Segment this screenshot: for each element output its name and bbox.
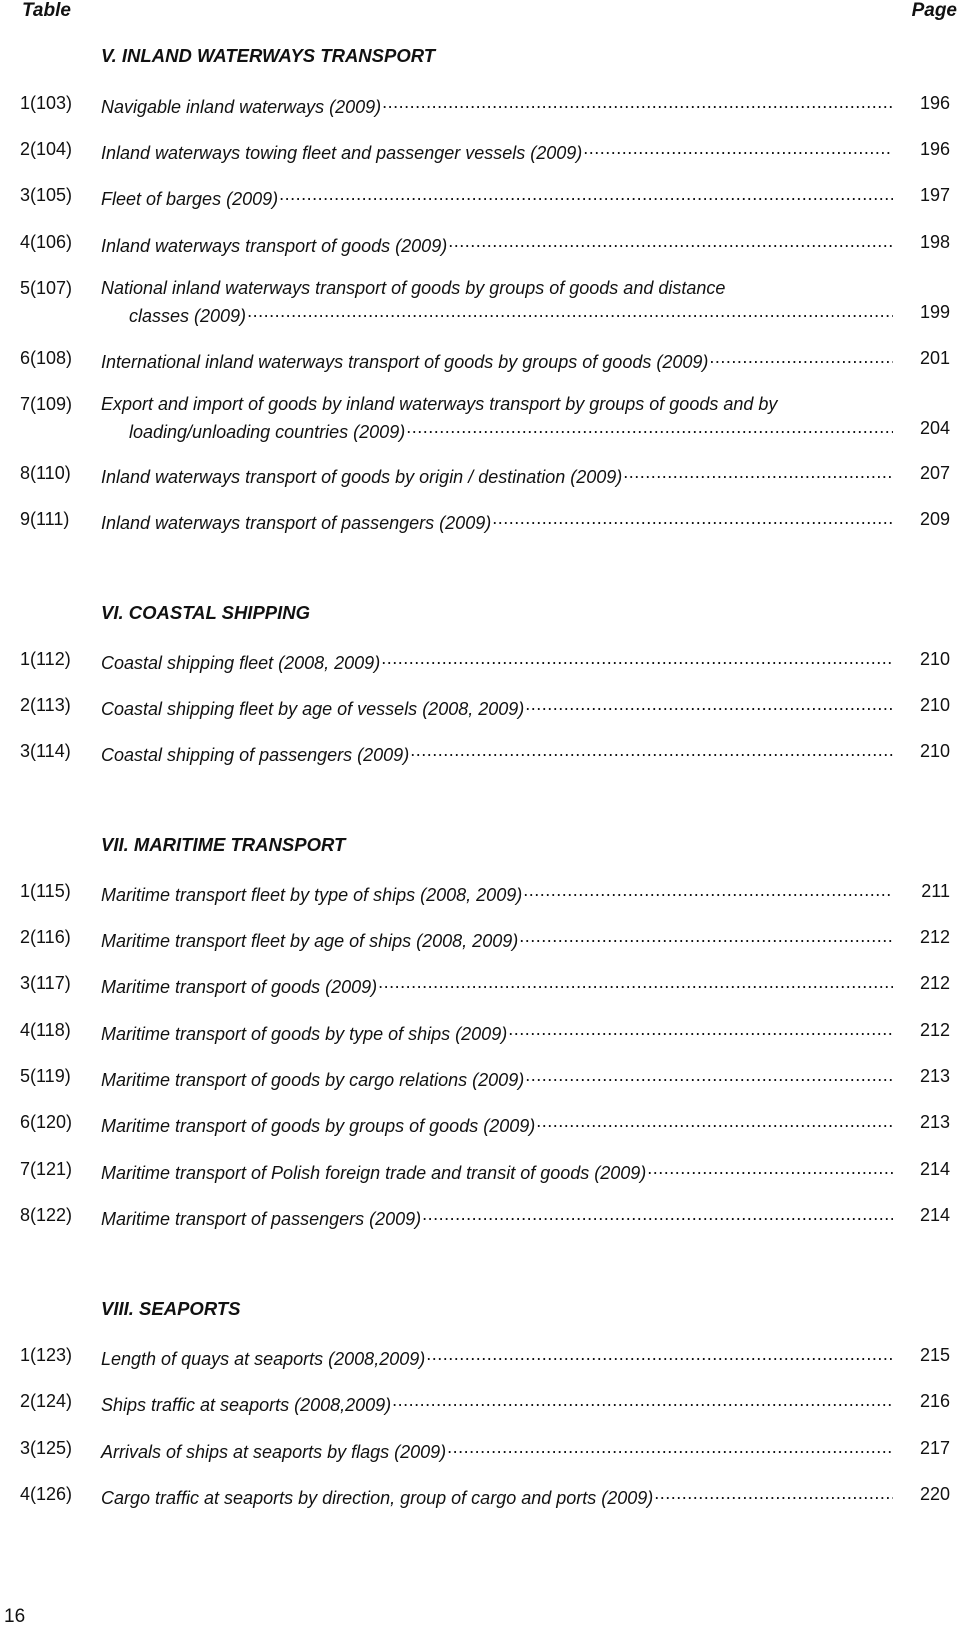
entry-page: 216: [919, 1391, 950, 1411]
section-title: [101, 602, 310, 624]
dot-leader: [654, 1484, 893, 1504]
entry-title: Maritime transport fleet by age of ships (2008, 2009): [101, 930, 519, 951]
entry-page: 207: [919, 463, 950, 483]
entry-page: 210: [919, 649, 950, 669]
entry-number: 3(117): [20, 973, 71, 993]
entry-number: 4(118): [20, 1020, 71, 1040]
section-roman: V.: [101, 45, 117, 66]
entry-title: Fleet of barges (2009): [101, 188, 279, 209]
entry-page: 213: [919, 1112, 950, 1132]
entry-number: 1(115): [20, 881, 71, 901]
dot-leader: [623, 463, 893, 483]
entry-title: Maritime transport of goods by type of ships (2009): [101, 1023, 508, 1044]
entry-number: 5(119): [20, 1066, 71, 1086]
section-roman: VIII.: [101, 1298, 134, 1319]
entry-page: 210: [919, 741, 950, 761]
entry-number: 8(110): [20, 463, 71, 483]
entry-title-line-1: National inland waterways transport of goods by groups of goods and distance: [101, 278, 726, 298]
section-roman: VII.: [101, 834, 129, 855]
entry-page: 214: [919, 1159, 950, 1179]
dot-leader: [519, 927, 893, 947]
entry-title: Coastal shipping of passengers (2009): [101, 744, 410, 765]
dot-leader: [647, 1159, 893, 1179]
entry-number: 2(104): [20, 139, 73, 159]
entry-number: 3(105): [20, 185, 73, 205]
entry-number: 2(116): [20, 927, 71, 947]
entry-number: 7(109): [20, 394, 73, 414]
section-text: SEAPORTS: [139, 1298, 241, 1319]
entry-title: Maritime transport fleet by type of ships (2008, 2009): [101, 884, 523, 905]
dot-leader: [382, 93, 893, 113]
entry-title: Ships traffic at seaports (2008,2009): [101, 1394, 392, 1415]
entry-title: Maritime transport of goods by groups of goods (2009): [101, 1115, 536, 1136]
dot-leader: [381, 649, 893, 669]
entry-title: Maritime transport of passengers (2009): [101, 1208, 422, 1229]
entry-number: 6(108): [20, 348, 73, 368]
dot-leader: [247, 302, 893, 322]
entry-title: Inland waterways transport of passengers (2009): [101, 512, 492, 533]
section-title: [101, 45, 435, 67]
entry-number: 4(126): [20, 1484, 73, 1504]
entry-title: Cargo traffic at seaports by direction, group of cargo and ports (2009): [101, 1487, 654, 1508]
entry-page: 197: [919, 185, 950, 205]
entry-title: Coastal shipping fleet by age of vessels (2008, 2009): [101, 698, 525, 719]
entry-number: 8(122): [20, 1205, 73, 1225]
page-header: [0, 0, 960, 24]
dot-leader: [525, 1066, 893, 1086]
table-column-header: Table: [22, 0, 71, 21]
entry-page: 196: [919, 139, 950, 159]
entry-number: 3(125): [20, 1438, 73, 1458]
entry-title: Maritime transport of Polish foreign trade and transit of goods (2009): [101, 1162, 647, 1183]
section-title: [101, 834, 345, 856]
entry-number: 4(106): [20, 232, 73, 252]
dot-leader: [406, 418, 893, 438]
page-number: 16: [4, 1606, 26, 1627]
entry-number: 7(121): [20, 1159, 73, 1179]
entry-page: 212: [919, 973, 950, 993]
section-title: [101, 1298, 240, 1320]
entry-title: Coastal shipping fleet (2008, 2009): [101, 652, 381, 673]
entry-page: 212: [919, 927, 950, 947]
dot-leader: [583, 139, 893, 159]
entry-title: classes (2009): [129, 305, 247, 326]
section-roman: VI.: [101, 602, 124, 623]
entry-number: 1(112): [20, 649, 71, 669]
dot-leader: [508, 1020, 893, 1040]
dot-leader: [709, 348, 893, 368]
dot-leader: [392, 1391, 893, 1411]
dot-leader: [422, 1205, 893, 1225]
entry-number: 1(123): [20, 1345, 73, 1365]
page-column-header: Page: [911, 0, 957, 21]
dot-leader: [279, 185, 893, 205]
entry-number: 2(124): [20, 1391, 73, 1411]
entry-page: 211: [921, 881, 950, 901]
entry-page: 214: [919, 1205, 950, 1225]
entry-title-line-1: Export and import of goods by inland waterways transport by groups of goods and by: [101, 394, 778, 414]
entry-title: loading/unloading countries (2009): [129, 421, 406, 442]
dot-leader: [523, 881, 893, 901]
entry-title: Inland waterways towing fleet and passenger vessels (2009): [101, 142, 583, 163]
entry-page: 215: [919, 1345, 950, 1365]
entry-title: Maritime transport of goods (2009): [101, 976, 378, 997]
entry-page: 217: [919, 1438, 950, 1458]
entry-title: Navigable inland waterways (2009): [101, 96, 382, 117]
dot-leader: [447, 1438, 893, 1458]
dot-leader: [426, 1345, 893, 1365]
entry-title: Arrivals of ships at seaports by flags (2009): [101, 1441, 447, 1462]
entry-page: 212: [919, 1020, 950, 1040]
entry-page: 196: [919, 93, 950, 113]
entry-title: Inland waterways transport of goods (2009): [101, 235, 448, 256]
entry-page: 213: [919, 1066, 950, 1086]
dot-leader: [492, 509, 893, 529]
entry-number: 5(107): [20, 278, 73, 298]
entry-number: 1(103): [20, 93, 73, 113]
dot-leader: [525, 695, 893, 715]
entry-title: Inland waterways transport of goods by origin / destination (2009): [101, 466, 623, 487]
section-text: MARITIME TRANSPORT: [133, 834, 346, 855]
entry-page: 220: [919, 1484, 950, 1504]
dot-leader: [536, 1112, 893, 1132]
entry-title: Maritime transport of goods by cargo relations (2009): [101, 1069, 525, 1090]
entry-number: 6(120): [20, 1112, 73, 1132]
dot-leader: [378, 973, 893, 993]
entry-page: 199: [919, 302, 950, 322]
entry-number: 2(113): [20, 695, 71, 715]
dot-leader: [448, 232, 893, 252]
entry-title: Length of quays at seaports (2008,2009): [101, 1348, 426, 1369]
section-text: INLAND WATERWAYS TRANSPORT: [121, 45, 436, 66]
entry-number: 3(114): [20, 741, 71, 761]
entry-page: 210: [919, 695, 950, 715]
entry-page: 204: [919, 418, 950, 438]
entry-title: International inland waterways transport of goods by groups of goods (2009): [101, 351, 709, 372]
entry-number: 9(111): [20, 509, 70, 529]
entry-page: 198: [919, 232, 950, 252]
section-text: COASTAL SHIPPING: [128, 602, 311, 623]
dot-leader: [410, 741, 893, 761]
entry-page: 209: [919, 509, 950, 529]
entry-page: 201: [919, 348, 950, 368]
